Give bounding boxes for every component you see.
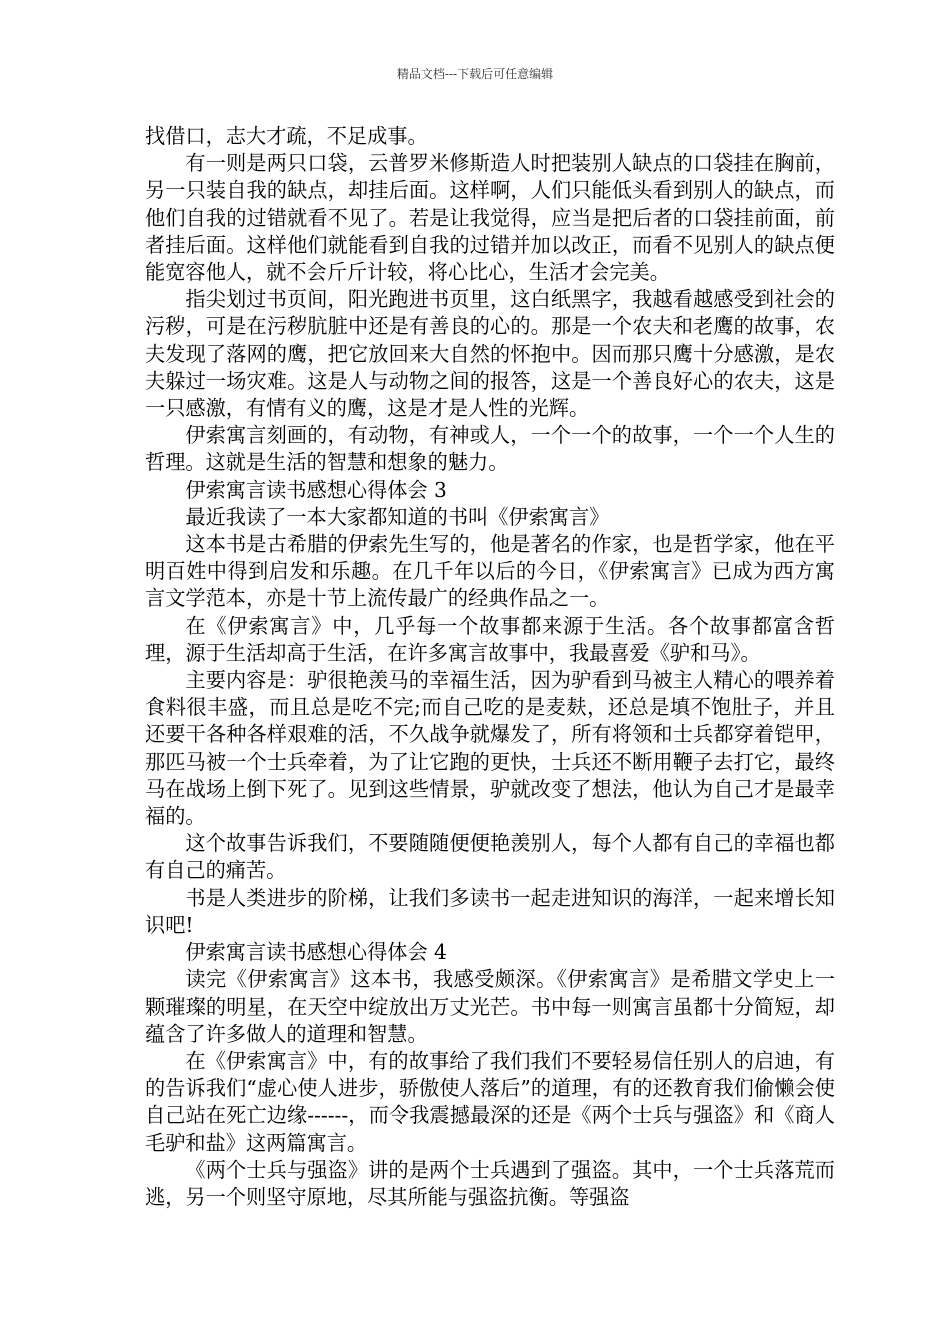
paragraph: 这个故事告诉我们，不要随随便便艳羡别人，每个人都有自己的幸福也都有自己的痛苦。 xyxy=(145,831,835,883)
section-heading: 伊索寓言读书感想心得体会 4 xyxy=(185,940,447,965)
paragraph: 书是人类进步的阶梯，让我们多读书一起走进知识的海洋，一起来增长知识吧! xyxy=(145,885,835,937)
paragraph: 读完《伊索寓言》这本书，我感受颇深。《伊索寓言》是希腊文学史上一颗璀璨的明星，在天空中绽放出万丈光芒。书中每一则寓言虽都十分简短，却蕴含了许多做人的道理和智慧。 xyxy=(145,967,835,1046)
paragraph: 有一则是两只口袋，云普罗米修斯造人时把装别人缺点的口袋挂在胸前，另一只装自我的缺点，却挂后面。这样啊，人们只能低头看到别人的缺点，而他们自我的过错就看不见了。若是让我觉得，应当是把后者的口袋挂前面，前者挂后面。这样他们就能看到自我的过错并加以改正，而看不见别人的缺点便能宽容他人，就不会斤斤计较，将心比心，生活才会完美。 xyxy=(145,151,835,285)
paragraph: 在《伊索寓言》中，几乎每一个故事都来源于生活。各个故事都富含哲理，源于生活却高于生活，在许多寓言故事中，我最喜爱《驴和马》。 xyxy=(145,613,835,665)
paragraph: 伊索寓言刻画的，有动物，有神或人，一个一个的故事，一个一个人生的哲理。这就是生活的智慧和想象的魅力。 xyxy=(145,423,835,475)
page-header: 精品文档---下载后可任意编辑 xyxy=(396,67,554,81)
paragraph: 指尖划过书页间，阳光跑进书页里，这白纸黑字，我越看越感受到社会的污秽，可是在污秽肮脏中还是有善良的心的。那是一个农夫和老鹰的故事，农夫发现了落网的鹰，把它放回来大自然的怀抱中。因而那只鹰十分感激，是农夫躲过一场灾难。这是人与动物之间的报答，这是一个善良好心的农夫，这是一只感激，有情有义的鹰，这是才是人性的光辉。 xyxy=(145,287,835,421)
paragraph: 找借口，志大才疏，不足成事。 xyxy=(145,124,428,148)
paragraph: 最近我读了一本大家都知道的书叫《伊索寓言》 xyxy=(185,504,610,529)
paragraph: 这本书是古希腊的伊索先生写的，他是著名的作家，也是哲学家，他在平明百姓中得到启发和乐趣。在几千年以后的今日，《伊索寓言》已成为西方寓言文学范本，亦是十节上流传最广的经典作品之一。 xyxy=(145,532,835,611)
document-body xyxy=(145,123,835,1211)
paragraph: 主要内容是：驴很艳羡马的幸福生活，因为驴看到马被主人精心的喂养着食料很丰盛，而且总是吃不完;而自己吃的是麦麸，还总是填不饱肚子，并且还要干各种各样艰难的活，不久战争就爆发了，所有将领和士兵都穿着铠甲，那匹马被一个士兵牵着，为了让它跑的更快，士兵还不断用鞭子去打它，最终马在战场上倒下死了。见到这些情景，驴就改变了想法，他认为自己才是最幸福的。 xyxy=(145,668,835,829)
paragraph: 《两个士兵与强盗》讲的是两个士兵遇到了强盗。其中，一个士兵落荒而逃，另一个则坚守原地，尽其所能与强盗抗衡。等强盗 xyxy=(145,1157,835,1209)
section-heading: 伊索寓言读书感想心得体会 3 xyxy=(185,477,447,502)
paragraph: 在《伊索寓言》中，有的故事给了我们我们不要轻易信任别人的启迪，有的告诉我们“虚心使人进步，骄傲使人落后”的道理，有的还教育我们偷懒会使自己站在死亡边缘------，而令我震撼最深的还是《两个士兵与强盗》和《商人毛驴和盐》这两篇寓言。 xyxy=(145,1048,835,1155)
